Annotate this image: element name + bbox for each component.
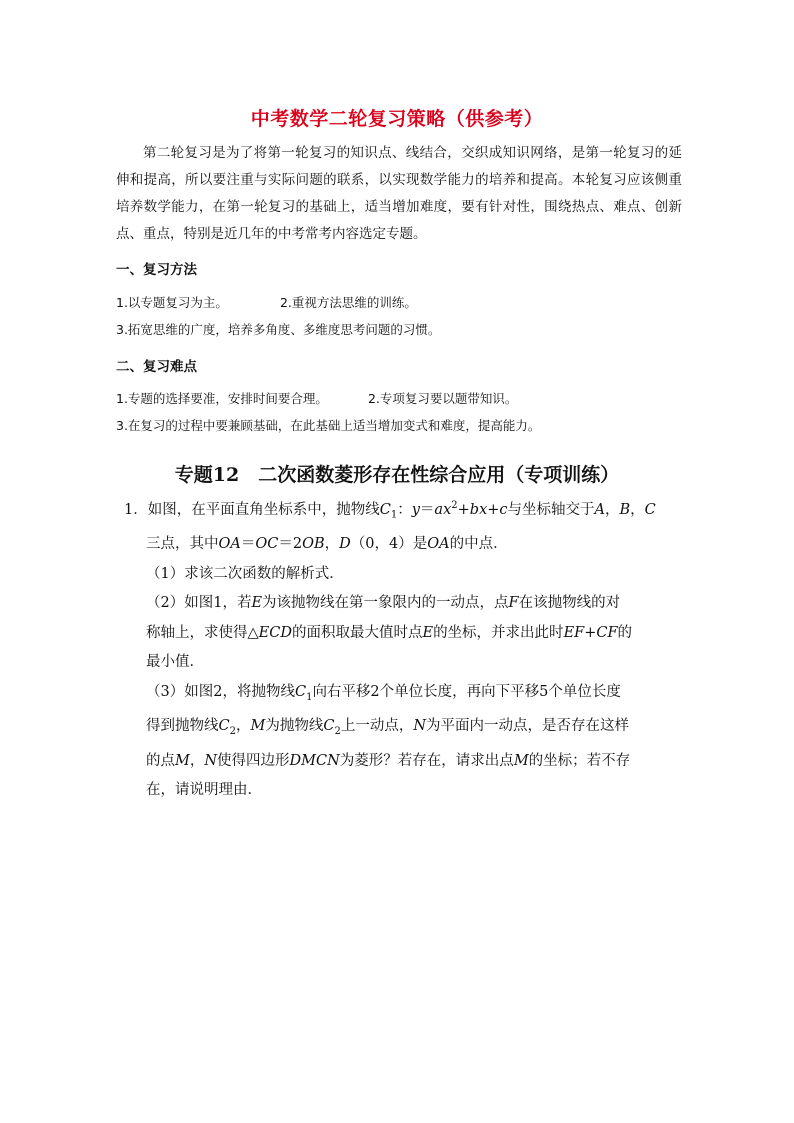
difficulty-item-3: 3.在复习的过程中要兼顾基础，在此基础上适当增加变式和难度，提高能力。 (116, 418, 541, 433)
part-3-line-3: 的点M，N使得四边形DMCN为菱形？若存在，请求出点M的坐标；若不存 (146, 752, 631, 769)
difficulties-line-1 (116, 389, 517, 407)
problem-line-1: 1．如图，在平面直角坐标系中，抛物线$C_1$：$y=ax^2+bx+c$与坐标轴交于A，B，C (124, 500, 656, 521)
part-1: （1）求该二次函数的解析式． (146, 565, 344, 582)
part-2-line-2: 称轴上，求使得△ECD的面积取最大值时点E的坐标，并求出此时EF+CF的 (146, 624, 633, 641)
section-heading-review-methods: 一、复习方法 (116, 262, 197, 278)
document-title: 中考数学二轮复习策略（供参考） (250, 108, 544, 130)
part-2-line-1: （2）如图1，若E为该抛物线在第一象限内的一动点，点F在该抛物线的对 (146, 595, 621, 612)
problem-line-2: 三点，其中OA＝OC＝2OB，D（0，4）是OA的中点． (146, 536, 508, 553)
part-2-line-3: 最小值． (146, 654, 204, 671)
section-heading-review-difficulties: 二、复习难点 (116, 359, 197, 375)
intro-paragraph: 第二轮复习是为了将第一轮复习的知识点、线结合，交织成知识网络，是第一轮复习的延伸和提高，所以要注重与实际问题的联系，以实现数学能力的培养和提高。本轮复习应该侧重培养数学能力，在第一轮复习的基础上，适当增加难度，要有针对性，围绕热点、难点、创新点、重点，特别是近几年的中考常考内容选定专题。 (116, 145, 682, 242)
part-3-line-1: （3）如图2，将抛物线$C_1$向右平移2个单位长度，再向下平移5个单位长度 (146, 683, 621, 703)
method-item-2: 2.重视方法思维的训练。 (279, 295, 417, 310)
topic-heading: 专题12 二次函数菱形存在性综合应用（专项训练） (174, 464, 620, 486)
methods-line-1 (116, 293, 417, 311)
difficulty-item-1: 1.专题的选择要准，安排时间要合理。 (116, 391, 328, 406)
problem-1 (124, 491, 684, 806)
part-3-line-2: 得到抛物线$C_2$，M为抛物线$C_2$上一动点，N为平面内一动点，是否存在这样 (146, 718, 630, 737)
method-item-3: 3.拓宽思维的广度，培养多角度、多维度思考问题的习惯。 (116, 322, 441, 337)
difficulty-item-2: 2.专项复习要以题带知识。 (367, 391, 518, 406)
method-item-1: 1.以专题复习为主。 (116, 295, 228, 310)
part-3-line-4: 在，请说明理由． (146, 782, 262, 798)
